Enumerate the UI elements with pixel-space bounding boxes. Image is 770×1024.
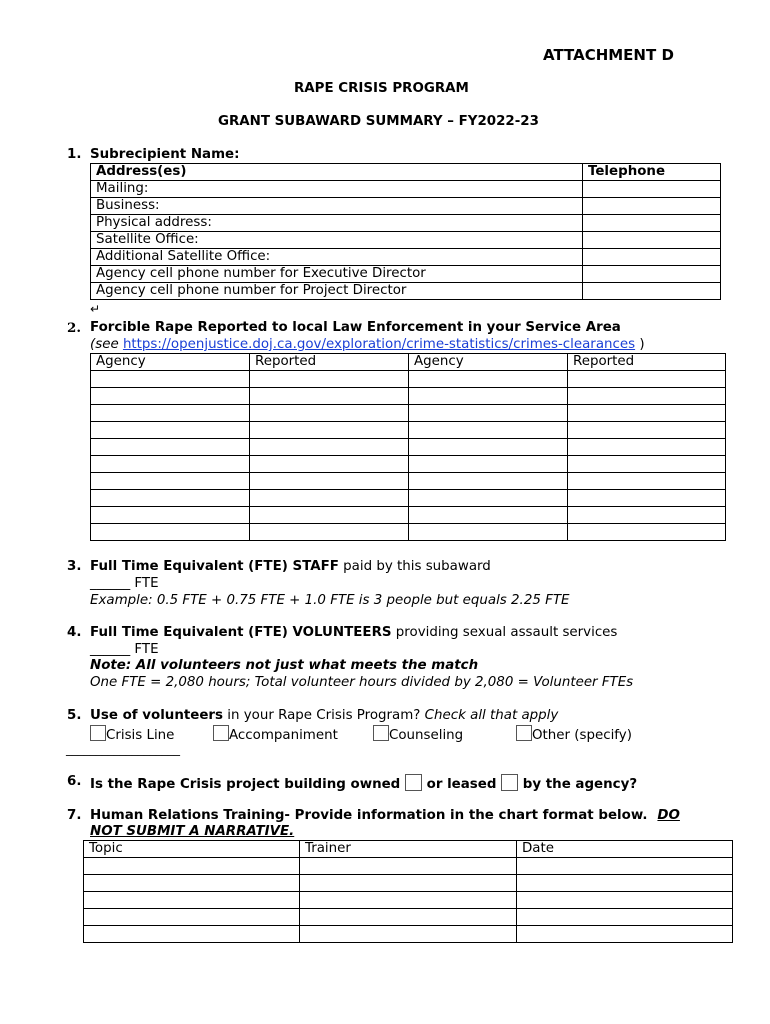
section-2-title: Forcible Rape Reported to local Law Enforcement in your Service Area xyxy=(90,320,621,335)
option-crisis-line[interactable] xyxy=(90,725,174,743)
openjustice-link[interactable]: https://openjustice.doj.ca.gov/exploration/crime-statistics/crimes-clearances xyxy=(122,337,636,352)
agency-cell[interactable] xyxy=(409,388,568,405)
fte-staff-rest: paid by this subaward xyxy=(338,559,491,574)
topic-header: Topic xyxy=(84,841,300,858)
table-row xyxy=(84,892,733,909)
agency-cell[interactable] xyxy=(409,507,568,524)
leased-checkbox[interactable] xyxy=(501,774,518,791)
option-label: Other (specify) xyxy=(532,728,632,743)
telephone-cell[interactable] xyxy=(583,181,721,198)
table-row xyxy=(91,266,721,283)
leased-label: or leased xyxy=(426,777,497,792)
section-1-number: 1. xyxy=(67,147,82,162)
table-row xyxy=(91,422,726,439)
topic-cell[interactable] xyxy=(84,926,300,943)
trainer-cell[interactable] xyxy=(300,875,517,892)
date-cell[interactable] xyxy=(517,926,733,943)
fte-staff-field[interactable]: ______ FTE xyxy=(90,576,159,591)
topic-cell[interactable] xyxy=(84,892,300,909)
checkbox-icon[interactable] xyxy=(373,725,389,741)
return-mark-icon: ↵ xyxy=(90,302,101,316)
section-7-title xyxy=(90,808,680,823)
see-prefix: (see xyxy=(90,337,123,352)
agency-label: by the agency? xyxy=(522,777,638,792)
agency-cell[interactable] xyxy=(91,473,250,490)
table-row xyxy=(84,909,733,926)
table-row xyxy=(91,507,726,524)
telephone-cell[interactable] xyxy=(583,232,721,249)
training-instruction: Human Relations Training- Provide information in the chart format below. xyxy=(90,808,648,823)
volunteers-use-label: Use of volunteers xyxy=(90,708,223,723)
checkbox-icon[interactable] xyxy=(90,725,106,741)
section-3-title xyxy=(90,559,491,574)
topic-cell[interactable] xyxy=(84,875,300,892)
section-2-number: 2. xyxy=(67,320,81,336)
volunteer-note: Note: All volunteers not just what meets the match xyxy=(90,658,479,673)
reported-cell[interactable] xyxy=(568,388,726,405)
address-label: Physical address: xyxy=(91,215,583,232)
training-table xyxy=(83,840,733,943)
table-row xyxy=(91,388,726,405)
agency-header: Agency xyxy=(91,354,250,371)
address-label: Agency cell phone number for Project Director xyxy=(91,283,583,300)
section-6-question xyxy=(90,774,637,792)
table-header-row xyxy=(91,354,726,371)
address-label: Agency cell phone number for Executive Director xyxy=(91,266,583,283)
reported-cell[interactable] xyxy=(250,388,409,405)
summary-title: GRANT SUBAWARD SUMMARY – FY2022-23 xyxy=(218,114,539,129)
agency-cell[interactable] xyxy=(91,371,250,388)
reported-cell[interactable] xyxy=(568,456,726,473)
trainer-cell[interactable] xyxy=(300,858,517,875)
table-row xyxy=(91,164,721,181)
narrative-warning: NOT SUBMIT A NARRATIVE. xyxy=(90,824,295,839)
reported-cell[interactable] xyxy=(250,524,409,541)
other-specify-field[interactable]: ___________________ xyxy=(66,742,180,756)
section-5-number: 5. xyxy=(67,708,82,723)
table-header-row xyxy=(84,841,733,858)
table-row xyxy=(91,283,721,300)
table-row xyxy=(91,215,721,232)
section-6-number: 6. xyxy=(67,774,82,789)
agency-cell[interactable] xyxy=(409,405,568,422)
section-4-title xyxy=(90,625,617,640)
reported-cell[interactable] xyxy=(250,405,409,422)
agency-cell[interactable] xyxy=(409,422,568,439)
agency-cell[interactable] xyxy=(409,371,568,388)
reported-cell[interactable] xyxy=(250,490,409,507)
agency-cell[interactable] xyxy=(91,524,250,541)
see-suffix: ) xyxy=(635,337,645,352)
volunteer-formula: One FTE = 2,080 hours; Total volunteer hours divided by 2,080 = Volunteer FTEs xyxy=(90,675,634,690)
address-label: Additional Satellite Office: xyxy=(91,249,583,266)
trainer-cell[interactable] xyxy=(300,909,517,926)
reported-cell[interactable] xyxy=(250,456,409,473)
agency-cell[interactable] xyxy=(91,507,250,524)
trainer-header: Trainer xyxy=(300,841,517,858)
trainer-cell[interactable] xyxy=(300,926,517,943)
volunteers-use-hint: Check all that apply xyxy=(424,708,559,723)
address-label: Satellite Office: xyxy=(91,232,583,249)
see-reference xyxy=(90,337,645,352)
date-cell[interactable] xyxy=(517,875,733,892)
reported-cell[interactable] xyxy=(568,405,726,422)
attachment-label: ATTACHMENT D xyxy=(543,46,674,64)
program-title: RAPE CRISIS PROGRAM xyxy=(294,81,469,96)
address-header: Address(es) xyxy=(91,164,583,181)
table-row xyxy=(91,232,721,249)
address-label: Mailing: xyxy=(91,181,583,198)
table-row xyxy=(84,875,733,892)
agency-cell[interactable] xyxy=(91,490,250,507)
table-row xyxy=(91,249,721,266)
reported-cell[interactable] xyxy=(568,371,726,388)
telephone-cell[interactable] xyxy=(583,266,721,283)
topic-cell[interactable] xyxy=(84,858,300,875)
reported-cell[interactable] xyxy=(250,422,409,439)
table-row xyxy=(84,926,733,943)
date-header: Date xyxy=(517,841,733,858)
agency-cell[interactable] xyxy=(91,388,250,405)
fte-example: Example: 0.5 FTE + 0.75 FTE + 1.0 FTE is 3 people but equals 2.25 FTE xyxy=(90,593,570,608)
owned-label: Is the Rape Crisis project building owned xyxy=(90,777,401,792)
agency-cell[interactable] xyxy=(409,439,568,456)
topic-cell[interactable] xyxy=(84,909,300,926)
do-not-part: DO xyxy=(657,808,680,823)
date-cell[interactable] xyxy=(517,909,733,926)
table-row xyxy=(91,524,726,541)
reported-header: Reported xyxy=(568,354,726,371)
telephone-cell[interactable] xyxy=(583,215,721,232)
section-5-title xyxy=(90,708,558,723)
section-3-number: 3. xyxy=(67,559,82,574)
checkbox-icon[interactable] xyxy=(213,725,229,741)
date-cell[interactable] xyxy=(517,858,733,875)
reported-cell[interactable] xyxy=(568,524,726,541)
telephone-cell[interactable] xyxy=(583,249,721,266)
agency-cell[interactable] xyxy=(91,405,250,422)
address-label: Business: xyxy=(91,198,583,215)
date-cell[interactable] xyxy=(517,892,733,909)
table-row xyxy=(91,490,726,507)
reported-cell[interactable] xyxy=(568,507,726,524)
table-row xyxy=(91,181,721,198)
table-row xyxy=(91,456,726,473)
table-row xyxy=(91,371,726,388)
agency-cell[interactable] xyxy=(91,439,250,456)
fte-volunteers-field[interactable]: ______ FTE xyxy=(90,642,159,657)
trainer-cell[interactable] xyxy=(300,892,517,909)
agency-cell[interactable] xyxy=(409,490,568,507)
reported-cell[interactable] xyxy=(568,439,726,456)
reported-cell[interactable] xyxy=(250,371,409,388)
reported-cell[interactable] xyxy=(250,473,409,490)
reported-cell[interactable] xyxy=(568,490,726,507)
telephone-cell[interactable] xyxy=(583,198,721,215)
option-label: Crisis Line xyxy=(106,728,175,743)
reported-cell[interactable] xyxy=(250,507,409,524)
agency-header: Agency xyxy=(409,354,568,371)
telephone-header: Telephone xyxy=(583,164,721,181)
option-label: Counseling xyxy=(389,728,464,743)
reported-cell[interactable] xyxy=(250,439,409,456)
section-4-number: 4. xyxy=(67,625,82,640)
telephone-cell[interactable] xyxy=(583,283,721,300)
checkbox-icon[interactable] xyxy=(516,725,532,741)
address-table xyxy=(90,163,721,300)
agency-cell[interactable] xyxy=(409,524,568,541)
agency-cell[interactable] xyxy=(409,456,568,473)
reported-table xyxy=(90,353,726,541)
reported-header: Reported xyxy=(250,354,409,371)
section-1-title: Subrecipient Name: xyxy=(90,147,240,162)
owned-checkbox[interactable] xyxy=(405,774,422,791)
reported-cell[interactable] xyxy=(568,422,726,439)
agency-cell[interactable] xyxy=(91,456,250,473)
fte-staff-label: Full Time Equivalent (FTE) STAFF xyxy=(90,559,339,574)
fte-volunteers-rest: providing sexual assault services xyxy=(391,625,618,640)
table-row xyxy=(91,198,721,215)
table-row xyxy=(91,473,726,490)
option-accompaniment[interactable] xyxy=(213,725,338,743)
option-label: Accompaniment xyxy=(229,728,338,743)
table-row xyxy=(91,405,726,422)
agency-cell[interactable] xyxy=(91,422,250,439)
volunteers-use-rest: in your Rape Crisis Program? xyxy=(223,708,425,723)
agency-cell[interactable] xyxy=(409,473,568,490)
option-counseling[interactable] xyxy=(373,725,463,743)
section-7-number: 7. xyxy=(67,808,82,823)
table-row xyxy=(91,439,726,456)
reported-cell[interactable] xyxy=(568,473,726,490)
fte-volunteers-label: Full Time Equivalent (FTE) VOLUNTEERS xyxy=(90,625,392,640)
option-other[interactable] xyxy=(516,725,632,743)
table-row xyxy=(84,858,733,875)
